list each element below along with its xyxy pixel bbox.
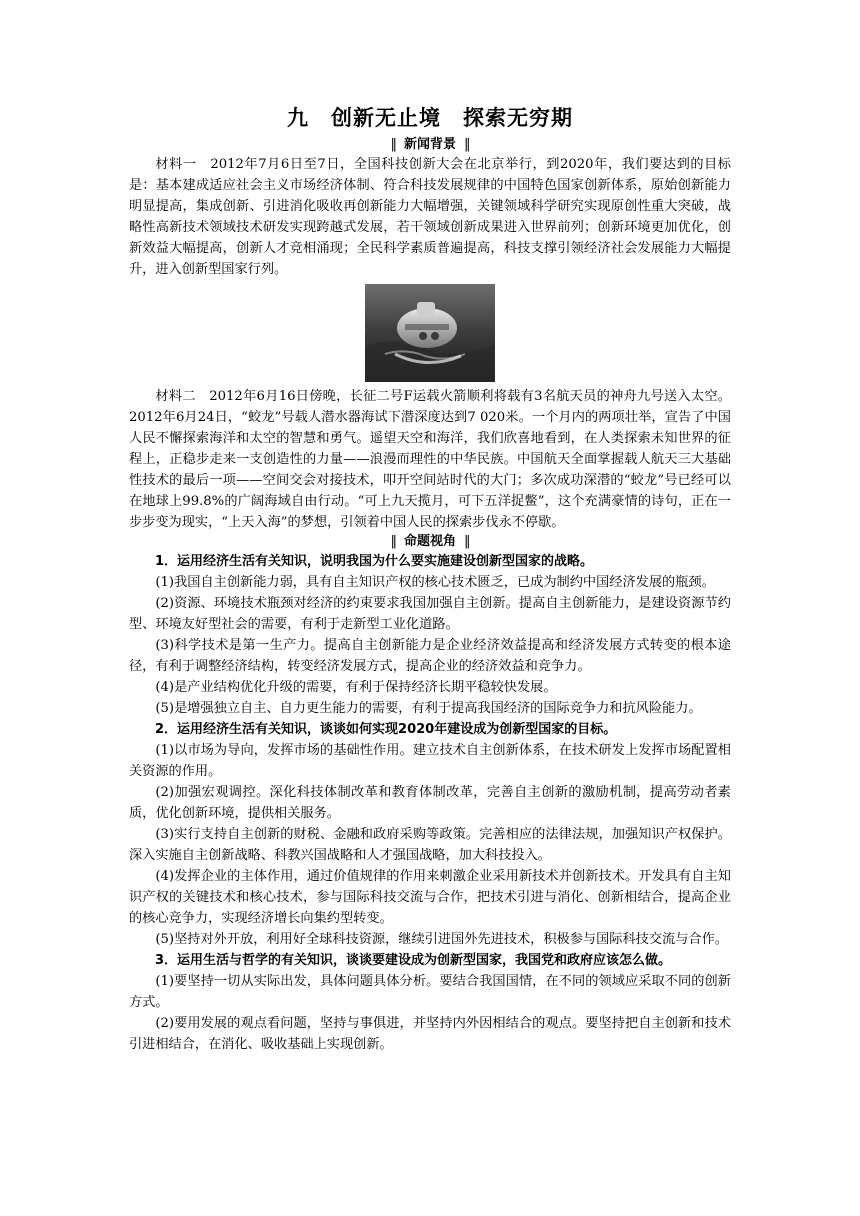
section-heading-question-view — [129, 533, 731, 551]
q1-answer-5: (5)是增强独立自主、自力更生能力的需要，有利于提高我国经济的国际竞争力和抗风险能力。 — [155, 701, 702, 716]
document-page — [129, 104, 731, 1055]
q1-answer-1: (1)我国自主创新能力弱，具有自主知识产权的核心技术匮乏，已成为制约中国经济发展的瓶颈。 — [155, 575, 715, 590]
heading-bar-right-icon: ‖ — [464, 534, 470, 549]
q3-answer-2: (2)要用发展的观点看问题，坚持与事俱进，并坚持内外因相结合的观点。要坚持把自主创新和技术引进相结合，在消化、吸收基础上实现创新。 — [129, 1016, 731, 1052]
q3-answer-1: (1)要坚持一切从实际出发，具体问题具体分析。要结合我国国情，在不同的领域应采取不同的创新方式。 — [129, 974, 731, 1010]
q2-answer-2: (2)加强宏观调控。深化科技体制改革和教育体制改革，完善自主创新的激励机制，提高劳动者素质，优化创新环境，提供相关服务。 — [129, 785, 731, 821]
question-three: 3．运用生活与哲学的有关知识，谈谈要建设成为创新型国家，我国党和政府应该怎么做。 — [155, 953, 672, 968]
submersible-photo — [365, 284, 495, 382]
q1-answer-4: (4)是产业结构优化升级的需要，有利于保持经济长期平稳较快发展。 — [155, 680, 557, 695]
question-two: 2．运用经济生活有关知识，谈谈如何实现2020年建设成为创新型国家的目标。 — [155, 722, 617, 737]
q2-answer-3: (3)实行支持自主创新的财税、金融和政府采购等政策。完善相应的法律法规，加强知识产权保护。深入实施自主创新战略、科教兴国战略和人才强国战略，加大科技投入。 — [129, 827, 731, 863]
section-heading-label: 命题视角 — [403, 534, 456, 549]
material-one: 材料一 2012年7月6日至7日，全国科技创新大会在北京举行，到2020年，我们要达到的目标是：基本建成适应社会主义市场经济体制、符合科技发展规律的中国特色国家创新体系，原始创新能力明显提高，集成创新、引进消化吸收再创新能力大幅增强，关键领域科学研究实现原创性重大突破，战略性高新技术领域技术研发实现跨越式发展，若干领域创新成果进入世界前列；创新环境更加优化，创新效益大幅提高，创新人才竞相涌现；全民科学素质普遍提高，科技支撑引领经济社会发展能力大幅提升，进入创新型国家行列。 — [129, 157, 731, 277]
q1-answer-3: (3)科学技术是第一生产力。提高自主创新能力是企业经济效益提高和经济发展方式转变的根本途径，有利于调整经济结构，转变经济发展方式，提高企业的经济效益和竞争力。 — [129, 638, 731, 674]
q1-answer-2: (2)资源、环境技术瓶颈对经济的约束要求我国加强自主创新。提高自主创新能力，是建设资源节约型、环境友好型社会的需要，有利于走新型工业化道路。 — [129, 596, 731, 632]
heading-bar-right-icon: ‖ — [464, 137, 470, 152]
section-heading-label: 新闻背景 — [403, 137, 456, 152]
q2-answer-4: (4)发挥企业的主体作用，通过价值规律的作用来刺激企业采用新技术并创新技术。开发具有自主知识产权的关键技术和核心技术，参与国际科技交流与合作，把技术引进与消化、创新相结合，提高企业的核心竞争力，实现经济增长向集约型转变。 — [129, 869, 731, 926]
page-title: 九 创新无止境 探索无穷期 — [287, 106, 573, 130]
heading-bar-left-icon: ‖ — [390, 534, 396, 549]
q2-answer-5: (5)坚持对外开放，利用好全球科技资源，继续引进国外先进技术，积极参与国际科技交流与合作。 — [155, 932, 728, 947]
q2-answer-1: (1)以市场为导向，发挥市场的基础性作用。建立技术自主创新体系，在技术研发上发挥市场配置相关资源的作用。 — [129, 743, 731, 779]
material-two: 材料二 2012年6月16日傍晚，长征二号F运载火箭顺利将载有3名航天员的神舟九号送入太空。2012年6月24日，“蛟龙”号载人潜水器海试下潜深度达到7 020米。一个月内的两项壮举，宣告了中国人民不懈探索海洋和太空的智慧和勇气。遥望天空和海洋，我们欣喜地看到，在人类探索未知世界的征程上，正稳步走来一支创造性的力量——浪漫而理性的中华民族。中国航天全面掌握载人航天三大基础性技术的最后一项——空间交会对接技术，叩开空间站时代的大门；多次成功深潜的“蛟龙”号已经可以在地球上99.8%的广阔海域自由行动。“可上九天揽月，可下五洋捉鳖”，这个充满豪情的诗句，正在一步步变为现实，“上天入海”的梦想，引领着中国人民的探索步伐永不停歇。 — [129, 389, 731, 530]
section-heading-news-background — [129, 136, 731, 154]
heading-bar-left-icon: ‖ — [390, 137, 396, 152]
question-one: 1．运用经济生活有关知识，说明我国为什么要实施建设创新型国家的战略。 — [155, 554, 594, 569]
